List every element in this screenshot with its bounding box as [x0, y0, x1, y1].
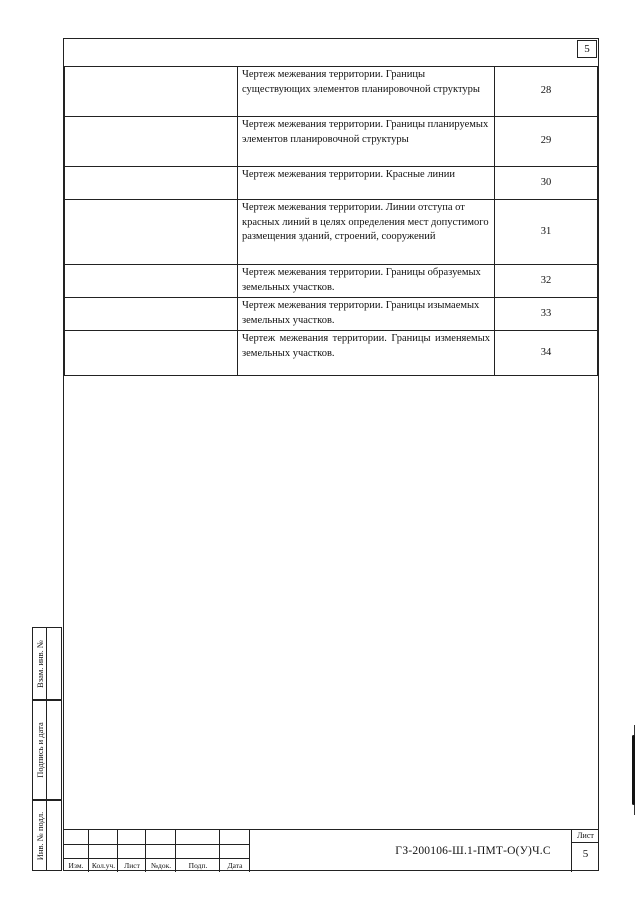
side-label-vzam-inv — [32, 627, 46, 700]
stamp-label-data: Дата — [227, 861, 243, 870]
stamp-label-n-dok: №док. — [150, 861, 172, 870]
row-title: Чертеж межевания территории. Красные линии — [238, 167, 495, 200]
side-value-inv-podl — [46, 800, 62, 871]
contents-table — [64, 66, 598, 376]
side-label-podpis-data — [32, 700, 46, 800]
row-title: Чертеж межевания территории. Границы существующих элементов планировочной структуры — [238, 67, 495, 117]
table-row — [65, 117, 598, 167]
row-title: Чертеж межевания территории. Границы изымаемых земельных участков. — [238, 298, 495, 331]
sheet-number: 5 — [582, 848, 589, 860]
stamp-label-izm: Изм. — [68, 861, 84, 870]
row-title: Чертеж межевания территории. Границы планируемых элементов планировочной структуры — [238, 117, 495, 167]
scan-artifact — [632, 735, 635, 805]
blank-cell — [65, 265, 238, 298]
stamp-label-podp: Подп. — [188, 861, 208, 870]
stamp-hline — [63, 858, 250, 859]
table-row — [65, 167, 598, 200]
title-block — [63, 829, 599, 871]
table-row — [65, 67, 598, 117]
sheet-label: Лист — [577, 831, 594, 840]
row-page: 31 — [495, 200, 598, 265]
stamp-hline — [63, 844, 250, 845]
blank-cell — [65, 331, 238, 376]
row-page: 34 — [495, 331, 598, 376]
page-number: 5 — [584, 43, 590, 55]
row-page: 29 — [495, 117, 598, 167]
row-title: Чертеж межевания территории. Линии отступа от красных линий в целях определения мест допустимого размещения зданий, строений, сооружений — [238, 200, 495, 265]
side-value-podpis-data — [46, 700, 62, 800]
stamp-label-kol-uch: Кол.уч. — [91, 861, 116, 870]
blank-cell — [65, 67, 238, 117]
page-number-box — [577, 40, 597, 58]
table-row — [65, 298, 598, 331]
side-value-vzam-inv — [46, 627, 62, 700]
side-label-text: Инв. № подл. — [34, 811, 45, 860]
document-code: ГЗ-200106-Ш.1-ПМТ-О(У)Ч.С — [395, 845, 551, 857]
row-page: 32 — [495, 265, 598, 298]
side-label-text: Взам. инв. № — [34, 639, 45, 688]
row-page: 33 — [495, 298, 598, 331]
table-row — [65, 265, 598, 298]
table-row — [65, 331, 598, 376]
side-label-inv-podl — [32, 800, 46, 871]
row-title: Чертеж межевания территории. Границы образуемых земельных участков. — [238, 265, 495, 298]
row-page: 28 — [495, 67, 598, 117]
blank-cell — [65, 167, 238, 200]
side-label-text: Подпись и дата — [34, 722, 45, 778]
stamp-label-list: Лист — [124, 861, 140, 870]
row-page: 30 — [495, 167, 598, 200]
blank-cell — [65, 117, 238, 167]
blank-cell — [65, 298, 238, 331]
table-row — [65, 200, 598, 265]
blank-cell — [65, 200, 238, 265]
row-title: Чертеж межевания территории. Границы изменяемых земельных участков. — [238, 331, 495, 376]
